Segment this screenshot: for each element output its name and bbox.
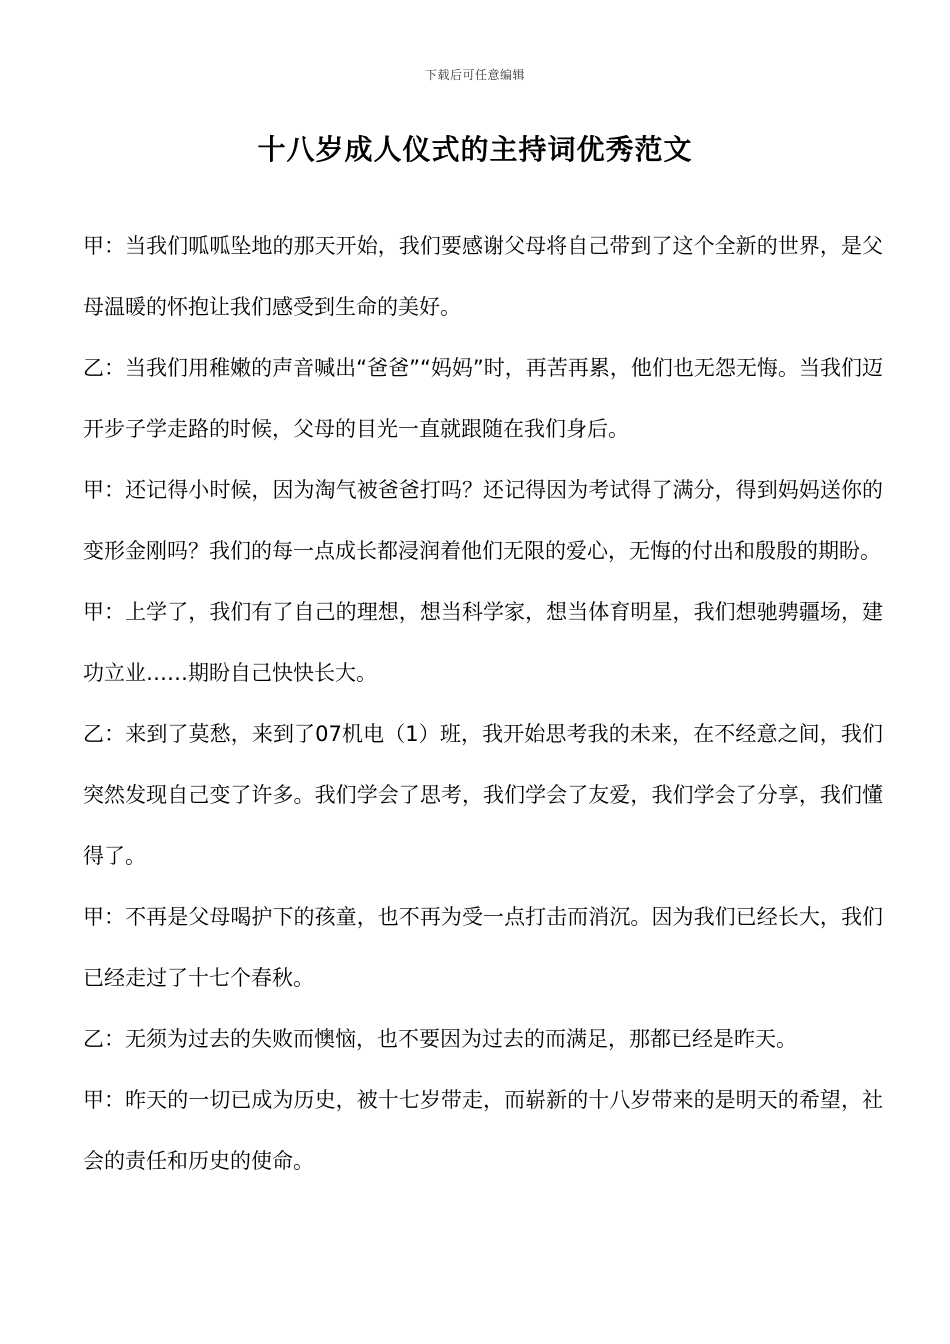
page-title: 十八岁成人仪式的主持词优秀范文: [257, 133, 693, 166]
paragraph: 甲：当我们呱呱坠地的那天开始，我们要感谢父母将自己带到了这个全新的世界，是父母温暖的怀抱让我们感受到生命的美好。: [83, 234, 883, 319]
document-body: [83, 216, 883, 1192]
paragraph: 乙：来到了莫愁，来到了07机电（1）班，我开始思考我的未来，在不经意之间，我们突然发现自己变了许多。我们学会了思考，我们学会了友爱，我们学会了分享，我们懂得了。: [83, 722, 883, 868]
paragraph: 甲：还记得小时候，因为淘气被爸爸打吗？还记得因为考试得了满分，得到妈妈送你的变形金刚吗？我们的每一点成长都浸润着他们无限的爱心，无悔的付出和殷殷的期盼。: [83, 478, 883, 563]
paragraph: 乙：当我们用稚嫩的声音喊出“爸爸”“妈妈”时，再苦再累，他们也无怨无悔。当我们迈开步子学走路的时候，父母的目光一直就跟随在我们身后。: [83, 356, 883, 441]
paragraph: 甲：上学了，我们有了自己的理想，想当科学家，想当体育明星，我们想驰骋疆场，建功立业……期盼自己快快长大。: [83, 600, 883, 685]
header-note: 下载后可任意编辑: [424, 68, 525, 82]
paragraph: 甲：不再是父母喝护下的孩童，也不再为受一点打击而消沉。因为我们已经长大，我们已经走过了十七个春秋。: [83, 905, 883, 990]
paragraph: 乙：无须为过去的失败而懊恼，也不要因为过去的而满足，那都已经是昨天。: [83, 1027, 797, 1051]
paragraph: 甲：昨天的一切已成为历史，被十七岁带走，而崭新的十八岁带来的是明天的希望，社会的责任和历史的使命。: [83, 1088, 883, 1173]
